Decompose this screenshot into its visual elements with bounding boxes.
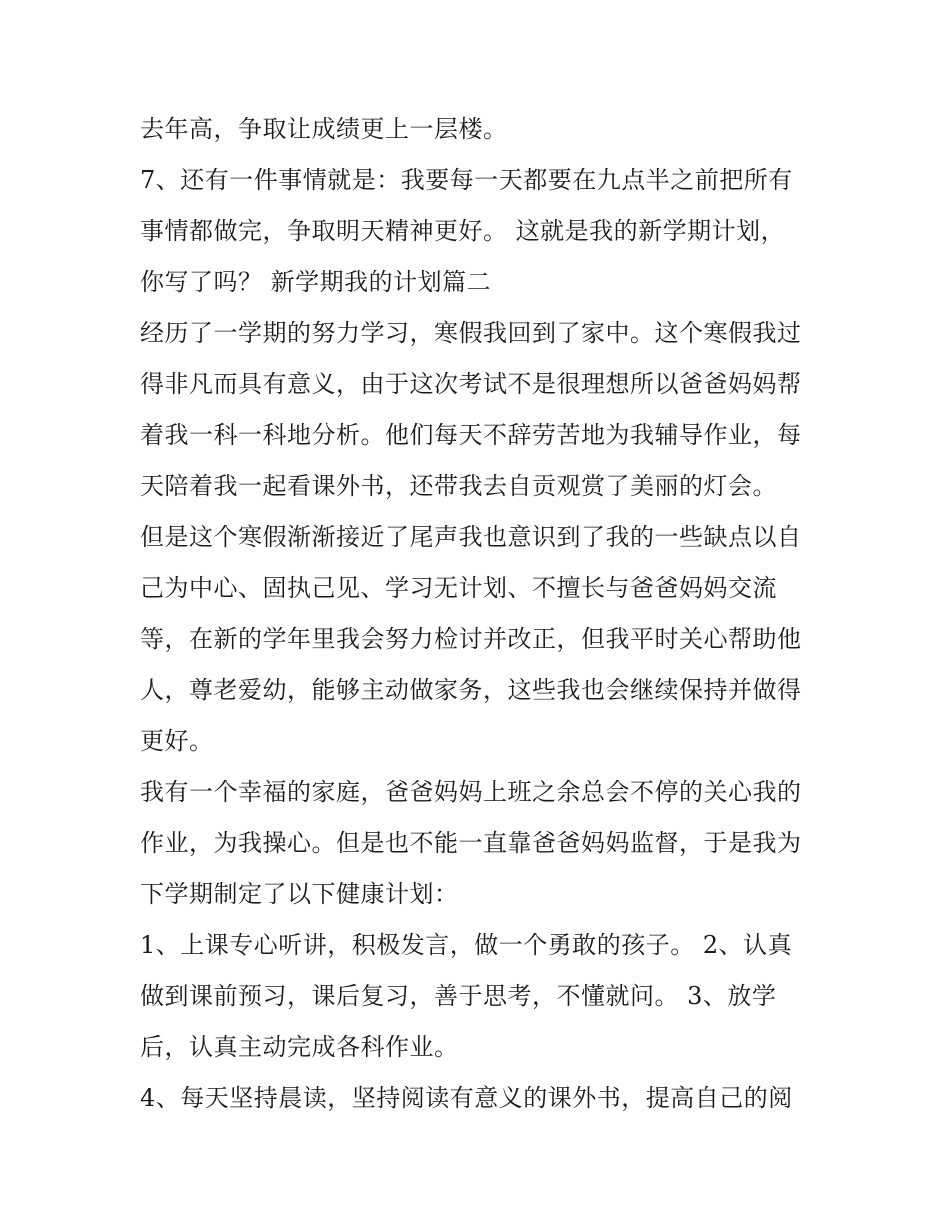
- text-line-16: 下学期制定了以下健康计划：: [140, 880, 459, 908]
- text-line-5: 经历了一学期的努力学习，寒假我回到了家中。这个寒假我过: [140, 319, 802, 347]
- text-line-13: 更好。: [140, 727, 214, 755]
- text-line-17: 1、上课专心听讲，积极发言，做一个勇敢的孩子。 2、认真: [140, 931, 793, 959]
- text-line-10: 己为中心、固执己见、学习无计划、不擅长与爸爸妈妈交流: [140, 574, 777, 602]
- document-body: [140, 104, 820, 1124]
- text-line-19: 后，认真主动完成各科作业。: [140, 1033, 459, 1061]
- text-line-4: 你写了吗？ 新学期我的计划篇二: [140, 268, 492, 296]
- text-line-14: 我有一个幸福的家庭，爸爸妈妈上班之余总会不停的关心我的: [140, 778, 802, 806]
- text-line-8: 天陪着我一起看课外书，还带我去自贡观赏了美丽的灯会。: [140, 472, 777, 500]
- text-line-12: 人，尊老爱幼，能够主动做家务，这些我也会继续保持并做得: [140, 676, 802, 704]
- text-line-7: 着我一科一科地分析。他们每天不辞劳苦地为我辅导作业，每: [140, 421, 802, 449]
- text-line-9: 但是这个寒假渐渐接近了尾声我也意识到了我的一些缺点以自: [140, 523, 802, 551]
- text-line-1: 去年高，争取让成绩更上一层楼。: [140, 115, 508, 143]
- text-line-11: 等，在新的学年里我会努力检讨并改正，但我平时关心帮助他: [140, 625, 802, 653]
- text-line-15: 作业，为我操心。但是也不能一直靠爸爸妈妈监督，于是我为: [140, 829, 802, 857]
- text-line-20: 4、每天坚持晨读，坚持阅读有意义的课外书，提高自己的阅: [140, 1084, 793, 1112]
- text-line-2: 7、还有一件事情就是：我要每一天都要在九点半之前把所有: [140, 166, 793, 194]
- text-line-6: 得非凡而具有意义，由于这次考试不是很理想所以爸爸妈妈帮: [140, 370, 802, 398]
- text-line-3: 事情都做完，争取明天精神更好。 这就是我的新学期计划，: [140, 217, 786, 245]
- text-line-18: 做到课前预习，课后复习，善于思考，不懂就问。 3、放学: [140, 982, 777, 1010]
